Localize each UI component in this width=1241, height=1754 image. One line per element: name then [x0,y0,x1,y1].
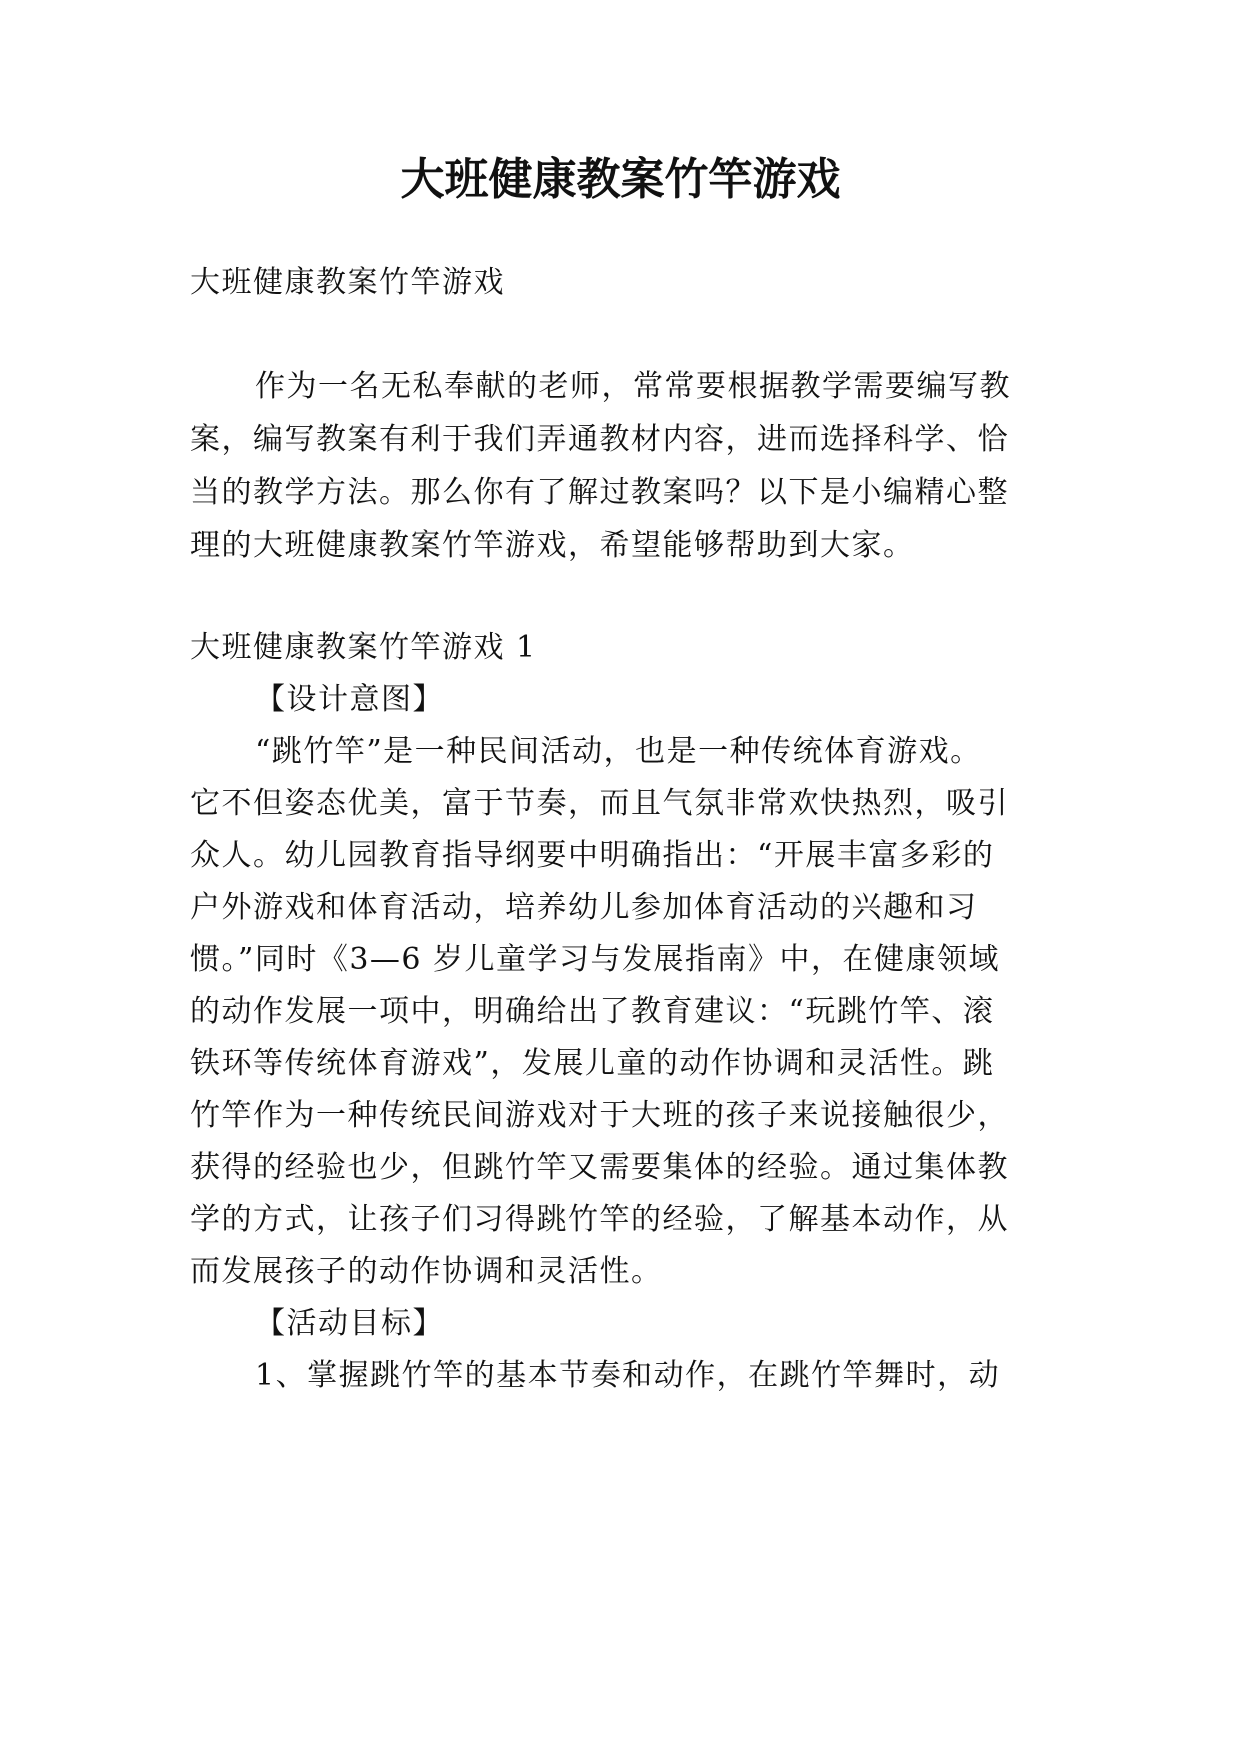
intro-line: 当的教学方法。那么你有了解过教案吗？以下是小编精心整 [190,475,1009,510]
design-line: 铁环等传统体育游戏”，发展儿童的动作协调和灵活性。跳 [190,1046,995,1081]
design-line: 获得的经验也少，但跳竹竿又需要集体的经验。通过集体教 [190,1150,1009,1185]
document-title: 大班健康教案竹竿游戏 [400,154,841,205]
design-line: 惯。”同时《3—6 岁儿童学习与发展指南》中，在健康领域 [190,942,1001,977]
document-subtitle: 大班健康教案竹竿游戏 [190,265,505,300]
design-line: 而发展孩子的动作协调和灵活性。 [190,1254,663,1289]
design-line: 它不但姿态优美，富于节奏，而且气氛非常欢快热烈，吸引 [190,786,1009,821]
design-line: 的动作发展一项中，明确给出了教育建议：“玩跳竹竿、滚 [190,994,995,1029]
intro-line: 案，编写教案有利于我们弄通教材内容，进而选择科学、恰 [190,422,1009,457]
design-line: 众人。幼儿园教育指导纲要中明确指出：“开展丰富多彩的 [190,838,995,873]
activity-goal-heading: 【活动目标】 [255,1306,444,1341]
intro-line: 作为一名无私奉献的老师，常常要根据教学需要编写教 [255,369,1011,404]
design-line: 学的方式，让孩子们习得跳竹竿的经验，了解基本动作，从 [190,1202,1009,1237]
goal-line: 1、掌握跳竹竿的基本节奏和动作，在跳竹竿舞时，动 [255,1358,1001,1393]
intro-line: 理的大班健康教案竹竿游戏，希望能够帮助到大家。 [190,528,915,563]
design-line: 竹竿作为一种传统民间游戏对于大班的孩子来说接触很少， [190,1098,1009,1133]
design-line: 户外游戏和体育活动，培养幼儿参加体育活动的兴趣和习 [190,890,978,925]
design-line: “跳竹竿”是一种民间活动，也是一种传统体育游戏。 [255,734,982,769]
design-intent-heading: 【设计意图】 [255,682,444,717]
section-heading: 大班健康教案竹竿游戏 1 [190,630,537,665]
